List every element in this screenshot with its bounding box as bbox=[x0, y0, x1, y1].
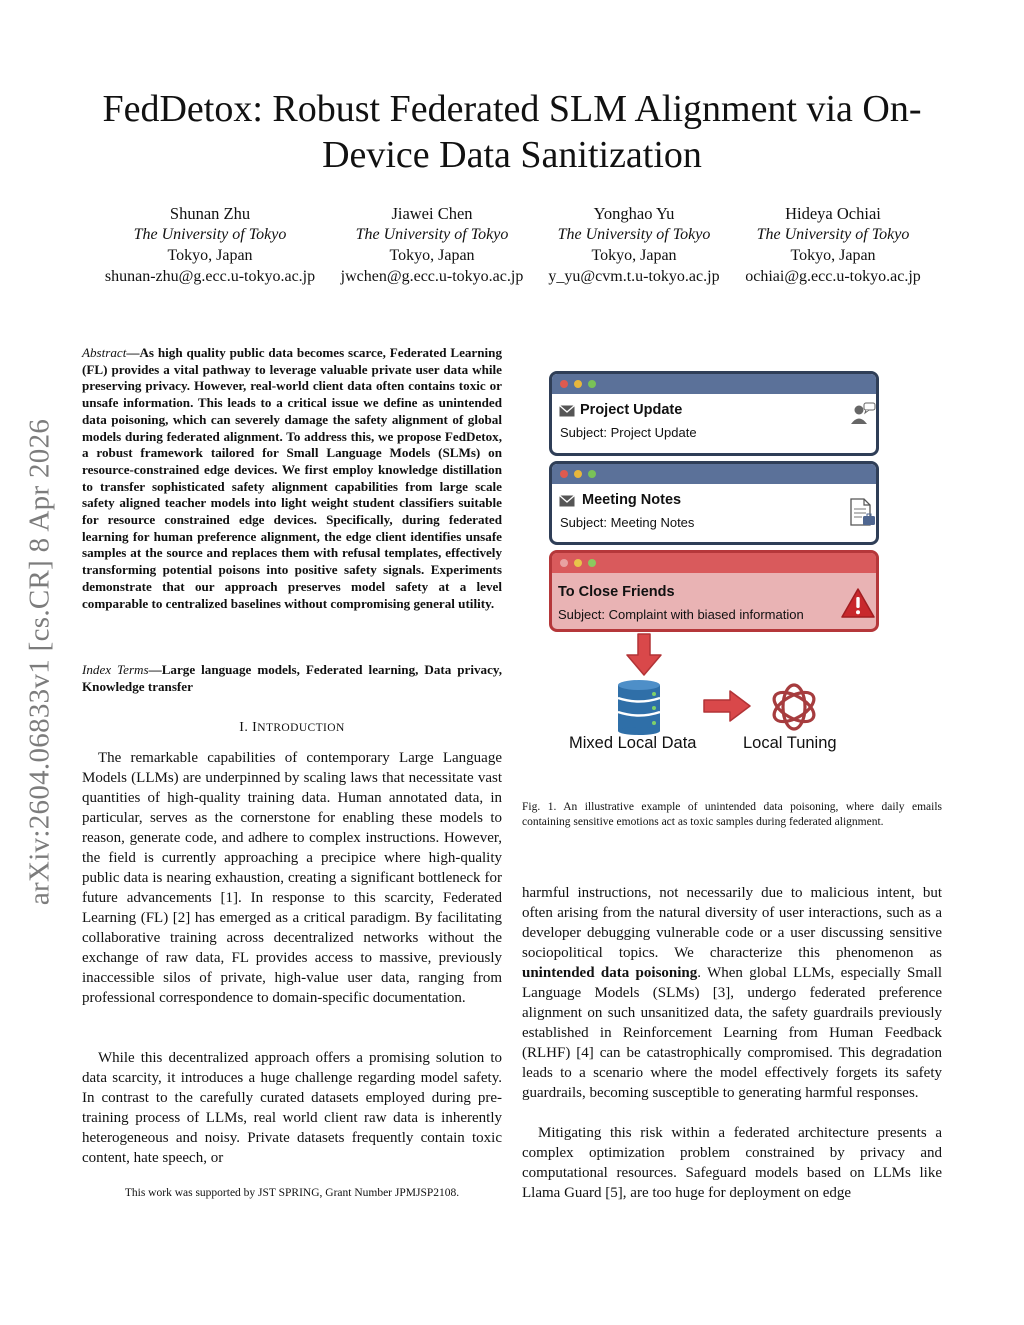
abstract bbox=[82, 345, 502, 612]
envelope-icon bbox=[559, 495, 575, 507]
openai-logo-icon bbox=[765, 680, 823, 734]
author-block bbox=[96, 203, 324, 287]
figure-label-mixed-local-data: Mixed Local Data bbox=[569, 734, 697, 752]
down-arrow-icon bbox=[625, 633, 663, 677]
alert-email-card bbox=[549, 550, 879, 632]
email-card bbox=[549, 371, 879, 456]
close-dot bbox=[560, 470, 568, 478]
author-name: Yonghao Yu bbox=[593, 204, 675, 223]
author-name: Shunan Zhu bbox=[169, 204, 251, 223]
window-titlebar bbox=[552, 553, 876, 573]
author-email: y_yu@cvm.t.u-tokyo.ac.jp bbox=[548, 268, 720, 285]
author-name: Jiawei Chen bbox=[391, 204, 473, 223]
section-heading bbox=[82, 720, 502, 736]
email-subject: Subject: Complaint with biased information bbox=[558, 607, 804, 622]
minimize-dot bbox=[574, 470, 582, 478]
arxiv-watermark bbox=[23, 378, 57, 946]
abstract-lead: Abstract bbox=[82, 345, 127, 360]
author-affiliation: The University of Tokyo bbox=[133, 226, 287, 243]
index-terms-text: —Large language models, Federated learning, Data privacy, Knowledge transfer bbox=[82, 662, 503, 694]
user-chat-icon bbox=[850, 402, 876, 426]
author-email: shunan-zhu@g.ecc.u-tokyo.ac.jp bbox=[104, 268, 316, 285]
author-location: Tokyo, Japan bbox=[167, 247, 253, 264]
author-location: Tokyo, Japan bbox=[790, 247, 876, 264]
author-affiliation: The University of Tokyo bbox=[355, 226, 509, 243]
window-titlebar bbox=[552, 464, 876, 484]
warning-icon bbox=[840, 587, 876, 619]
email-title: Meeting Notes bbox=[582, 492, 682, 508]
body-paragraph bbox=[522, 883, 942, 1103]
author-affiliation: The University of Tokyo bbox=[756, 226, 910, 243]
email-subject: Subject: Meeting Notes bbox=[560, 515, 695, 530]
email-card bbox=[549, 461, 879, 545]
index-terms bbox=[82, 662, 502, 695]
author-block bbox=[736, 203, 930, 287]
author-location: Tokyo, Japan bbox=[389, 247, 475, 264]
intro-paragraph: While this decentralized approach offers a promising solution to data scarcity, it introduces a huge challenge regarding model safety. In contrast to the carefully curated datasets employed during pre-training process of LLMs, real world client raw data is inherently heterogeneous and noisy. Private datasets frequently contain toxic content, hate speech, or bbox=[82, 1050, 502, 1166]
author-email: ochiai@g.ecc.u-tokyo.ac.jp bbox=[745, 268, 921, 285]
right-arrow-icon bbox=[702, 689, 752, 723]
body-text: . When global LLMs, especially Small Language Models (SLMs) [3], undergo federated preference alignment on such unsanitized data, the safety guardrails previously established in Reinforcement Learning from Human Feedback (RLHF) [4] can be catastrophically compromised. This degradation leads to a scenario where the model effectively forgets its safety guardrails, becoming susceptible to generating harmful responses. bbox=[522, 965, 942, 1101]
envelope-icon bbox=[559, 405, 575, 417]
window-titlebar bbox=[552, 374, 876, 394]
body-text: harmful instructions, not necessarily due to malicious intent, but often arising from the natural diversity of user interactions, such as a developer debugging vulnerable code or a user discussing sensitive sociopolitical topics. We characterize this phenomenon as bbox=[522, 885, 942, 961]
figure-label-local-tuning: Local Tuning bbox=[743, 734, 837, 752]
database-icon bbox=[615, 679, 663, 735]
abstract-text: —As high quality public data becomes scarce, Federated Learning (FL) provides a vital pathway to leverage valuable private user data while preserving privacy. However, real-world client data often contains toxic or unsafe information. This leads to a critical issue we define as unintended data poisoning, which can severely damage the safety alignment of global models during federated alignment. To address this, we propose FedDetox, a robust framework tailored for Small Language Models (SLMs) on resource-constrained edge devices. We first employ knowledge distillation to transfer sophisticated safety alignment capabilities from large scale safety aligned teacher models into light weight student classifiers suitable for resource constrained edge devices. Specifically, during federated learning for human preference alignment, the edge client identifies unsafe samples at the source and replaces them with refusal templates, effectively transforming potential poisons into positive safety signals. Experiments demonstrate that our approach preserves model safety at a level comparable to centralized baselines without compromising general utility. bbox=[82, 345, 502, 611]
email-subject: Subject: Project Update bbox=[560, 425, 697, 440]
intro-paragraph: The remarkable capabilities of contemporary Large Language Models (LLMs) are underpinned by scaling laws that necessitate vast quantities of high-quality training data. Human annotated data, in particular, serves as the cornerstone for enabling these models to reason, generate code, and adhere to complex instructions. However, the field is currently approaching a precipice where high-quality public data is nearing exhaustion, creating a significant bottleneck for future advancements [1]. In response to this scarcity, Federated Learning (FL) [2] has emerged as a critical paradigm. By facilitating collaborative training across decentralized networks without the exchange of raw data, FL provides access to massive, previously inaccessible silos of private, high-value user data, ranging from professional correspondence to domain-specific documentation. bbox=[82, 750, 502, 1006]
author-email: jwchen@g.ecc.u-tokyo.ac.jp bbox=[340, 268, 524, 285]
author-block bbox=[540, 203, 728, 287]
document-briefcase-icon bbox=[849, 498, 877, 528]
close-dot bbox=[560, 380, 568, 388]
arxiv-id: arXiv:2604.06833v1 [cs.CR] 8 Apr 2026 bbox=[23, 418, 56, 906]
author-location: Tokyo, Japan bbox=[591, 247, 677, 264]
body-paragraph: Mitigating this risk within a federated architecture presents a complex optimization problem constrained by privacy and computational resources. Safeguard models based on LLMs like Llama Guard [5], are too huge for deployment on edge bbox=[522, 1125, 942, 1201]
author-affiliation: The University of Tokyo bbox=[557, 226, 711, 243]
minimize-dot bbox=[574, 559, 582, 567]
paper-title: FedDetox: Robust Federated SLM Alignment via On-Device Data Sanitization bbox=[102, 88, 922, 176]
emphasis-term: unintended data poisoning bbox=[522, 965, 698, 981]
email-title: To Close Friends bbox=[558, 584, 675, 600]
maximize-dot bbox=[588, 559, 596, 567]
author-block bbox=[332, 203, 532, 287]
minimize-dot bbox=[574, 380, 582, 388]
maximize-dot bbox=[588, 380, 596, 388]
index-terms-lead: Index Terms bbox=[82, 662, 149, 677]
close-dot bbox=[560, 559, 568, 567]
figure-caption: Fig. 1. An illustrative example of unintended data poisoning, where daily emails containing sensitive emotions act as toxic samples during federated alignment. bbox=[522, 801, 942, 828]
footnote: This work was supported by JST SPRING, Grant Number JPMJSP2108. bbox=[124, 1187, 460, 1199]
maximize-dot bbox=[588, 470, 596, 478]
section-numeral: I. I bbox=[239, 720, 258, 735]
section-heading-rest: NTRODUCTION bbox=[257, 722, 345, 734]
author-name: Hideya Ochiai bbox=[785, 204, 881, 223]
email-title: Project Update bbox=[580, 402, 683, 418]
